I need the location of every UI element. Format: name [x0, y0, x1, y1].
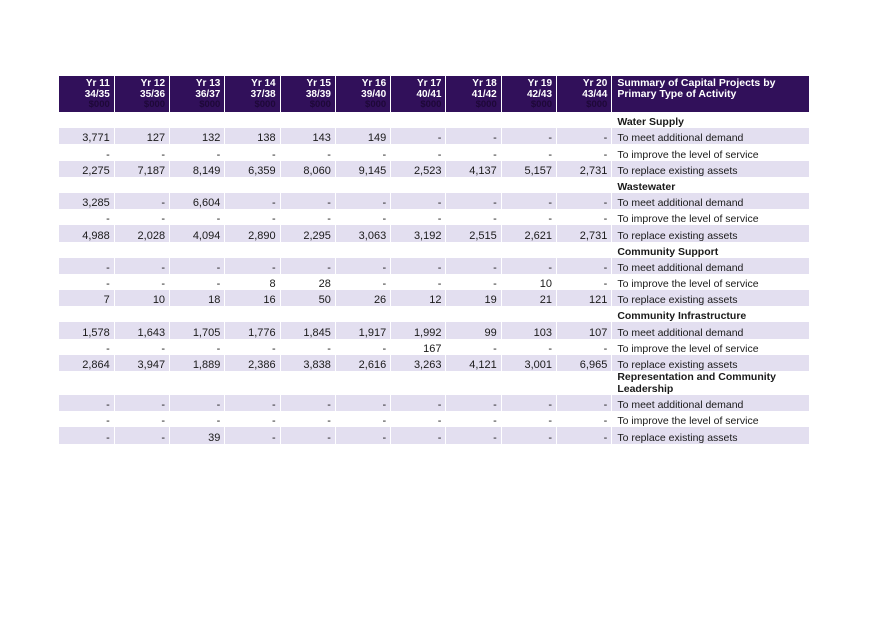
value-cell: -	[501, 411, 556, 427]
value-cell: -	[170, 144, 225, 160]
value-cell	[446, 306, 501, 322]
value-cell	[501, 371, 556, 395]
value-cell: 9,145	[335, 161, 390, 177]
table-row	[59, 355, 809, 371]
value-cell: -	[170, 339, 225, 355]
value-cell: 1,992	[391, 322, 446, 338]
header-unit: $000	[309, 99, 331, 110]
value-cell	[225, 306, 280, 322]
value-cell: -	[335, 411, 390, 427]
value-cell: -	[225, 258, 280, 274]
header-year: Yr 15	[306, 78, 331, 89]
project-type-label: To improve the level of service	[617, 213, 759, 226]
value-cell	[59, 306, 114, 322]
value-cell	[501, 112, 556, 128]
value-cell: -	[391, 411, 446, 427]
table-row	[59, 209, 809, 225]
project-type-label: To replace existing assets	[612, 355, 809, 371]
value-cell	[391, 242, 446, 258]
project-type-label: To replace existing assets	[612, 290, 809, 306]
year-column-header	[391, 76, 446, 112]
value-cell: -	[501, 193, 556, 209]
value-cell: -	[335, 339, 390, 355]
value-cell	[225, 112, 280, 128]
value-cell: 1,705	[170, 322, 225, 338]
value-cell	[557, 306, 612, 322]
header-year: Yr 17	[417, 78, 442, 89]
value-cell: -	[446, 411, 501, 427]
year-column-header	[446, 76, 501, 112]
value-cell: 2,523	[391, 161, 446, 177]
activity-section-label: Community Support	[617, 245, 719, 258]
value-cell: 2,028	[114, 225, 169, 241]
value-cell	[59, 112, 114, 128]
value-cell: 7	[59, 290, 114, 306]
year-column-header	[335, 76, 390, 112]
value-cell	[446, 242, 501, 258]
value-cell: 18	[170, 290, 225, 306]
value-cell: -	[557, 144, 612, 160]
header-year: Yr 12	[140, 78, 166, 89]
value-cell: 2,731	[557, 225, 612, 241]
value-cell: 3,838	[280, 355, 335, 371]
value-cell: 2,731	[557, 161, 612, 177]
value-cell: -	[446, 193, 501, 209]
year-column-header	[280, 76, 335, 112]
project-type-label: To meet additional demand	[612, 395, 809, 411]
value-cell: -	[391, 427, 446, 443]
value-cell: -	[335, 258, 390, 274]
value-cell: 3,285	[59, 193, 114, 209]
value-cell: -	[225, 411, 280, 427]
value-cell	[225, 242, 280, 258]
header-unit: $000	[530, 99, 553, 110]
project-type-label: To improve the level of service	[617, 278, 759, 291]
value-cell: 3,001	[501, 355, 556, 371]
value-cell	[225, 371, 280, 395]
header-unit: $000	[254, 99, 276, 110]
value-cell: -	[446, 427, 501, 443]
header-period: 40/41	[416, 89, 442, 100]
value-cell: -	[501, 128, 556, 144]
table-body	[59, 112, 809, 444]
value-cell: -	[280, 427, 335, 443]
value-cell: -	[225, 427, 280, 443]
value-cell: 2,515	[446, 225, 501, 241]
value-cell: -	[114, 144, 169, 160]
project-type-label: To replace existing assets	[612, 161, 809, 177]
value-cell: -	[391, 128, 446, 144]
value-cell	[446, 371, 501, 395]
value-cell: 1,776	[225, 322, 280, 338]
value-cell	[391, 306, 446, 322]
value-cell: 10	[501, 274, 556, 290]
value-cell: 4,988	[59, 225, 114, 241]
value-cell: -	[446, 144, 501, 160]
value-cell: 138	[225, 128, 280, 144]
table-row	[59, 193, 809, 209]
value-cell: 2,295	[280, 225, 335, 241]
value-cell: -	[446, 128, 501, 144]
value-cell: -	[114, 339, 169, 355]
value-cell	[335, 112, 390, 128]
value-cell: 1,917	[335, 322, 390, 338]
value-cell	[335, 242, 390, 258]
year-column-header	[114, 76, 169, 112]
value-cell: -	[280, 339, 335, 355]
value-cell: 2,275	[59, 161, 114, 177]
value-cell	[114, 306, 169, 322]
value-cell: -	[335, 274, 390, 290]
value-cell: 6,359	[225, 161, 280, 177]
section-header-row	[59, 112, 809, 128]
project-type-label: To meet additional demand	[612, 193, 809, 209]
header-period: 42/43	[527, 89, 553, 100]
value-cell: -	[501, 395, 556, 411]
value-cell	[170, 371, 225, 395]
activity-section-label: Community Infrastructure	[617, 310, 747, 323]
value-cell: -	[557, 427, 612, 443]
value-cell	[557, 177, 612, 193]
header-unit: $000	[420, 99, 442, 110]
header-year: Yr 18	[472, 78, 497, 89]
header-period: 37/38	[250, 89, 276, 100]
value-cell: 26	[335, 290, 390, 306]
table-row	[59, 427, 809, 443]
value-cell: -	[170, 274, 225, 290]
value-cell: 1,643	[114, 322, 169, 338]
value-cell: -	[114, 427, 169, 443]
value-cell: 107	[557, 322, 612, 338]
table-row	[59, 161, 809, 177]
value-cell: 143	[280, 128, 335, 144]
value-cell	[280, 177, 335, 193]
value-cell: 28	[280, 274, 335, 290]
year-column-header	[501, 76, 556, 112]
year-column-header	[225, 76, 280, 112]
header-unit: $000	[365, 99, 387, 110]
value-cell: -	[391, 209, 446, 225]
value-cell: -	[557, 209, 612, 225]
value-cell: -	[557, 193, 612, 209]
value-cell: -	[170, 258, 225, 274]
project-type-label: To meet additional demand	[612, 258, 809, 274]
value-cell: -	[280, 193, 335, 209]
table-row	[59, 225, 809, 241]
value-cell: -	[501, 339, 556, 355]
header-period: 35/36	[140, 89, 166, 100]
section-header-row	[59, 242, 809, 258]
header-unit: $000	[475, 99, 497, 110]
project-type-label: To improve the level of service	[617, 415, 759, 428]
project-type-label: To improve the level of service	[617, 148, 759, 161]
table-row	[59, 290, 809, 306]
value-cell: -	[335, 193, 390, 209]
value-cell: 3,947	[114, 355, 169, 371]
value-cell: 4,137	[446, 161, 501, 177]
value-cell: -	[335, 395, 390, 411]
value-cell	[446, 112, 501, 128]
value-cell: -	[59, 411, 114, 427]
value-cell	[280, 306, 335, 322]
value-cell: -	[391, 193, 446, 209]
value-cell: -	[59, 144, 114, 160]
header-period: 34/35	[84, 89, 110, 100]
value-cell: 2,616	[335, 355, 390, 371]
value-cell: -	[335, 144, 390, 160]
value-cell: 99	[446, 322, 501, 338]
section-header-row	[59, 371, 809, 395]
header-period: 39/40	[361, 89, 387, 100]
table-row	[59, 258, 809, 274]
value-cell: 2,890	[225, 225, 280, 241]
header-year: Yr 20	[582, 78, 608, 89]
header-period: 36/37	[195, 89, 221, 100]
value-cell: -	[114, 209, 169, 225]
value-cell: -	[280, 258, 335, 274]
summary-column-header: Summary of Capital Projects by Primary Type of Activity	[612, 76, 809, 112]
value-cell: -	[59, 258, 114, 274]
value-cell	[280, 371, 335, 395]
value-cell: 16	[225, 290, 280, 306]
capital-projects-table	[59, 76, 809, 444]
value-cell: 1,845	[280, 322, 335, 338]
value-cell	[170, 177, 225, 193]
value-cell: -	[225, 209, 280, 225]
value-cell: 2,621	[501, 225, 556, 241]
header-year: Yr 19	[527, 78, 553, 89]
value-cell: -	[557, 274, 612, 290]
table-row	[59, 144, 809, 160]
value-cell	[391, 177, 446, 193]
value-cell: -	[114, 411, 169, 427]
value-cell	[114, 371, 169, 395]
project-type-label: To replace existing assets	[612, 225, 809, 241]
value-cell: 127	[114, 128, 169, 144]
value-cell	[225, 177, 280, 193]
value-cell: 6,965	[557, 355, 612, 371]
value-cell: -	[391, 395, 446, 411]
value-cell: -	[114, 274, 169, 290]
value-cell: 8,149	[170, 161, 225, 177]
year-column-header	[59, 76, 114, 112]
value-cell: 10	[114, 290, 169, 306]
value-cell: -	[501, 144, 556, 160]
value-cell: 149	[335, 128, 390, 144]
value-cell: -	[391, 258, 446, 274]
value-cell: -	[280, 144, 335, 160]
value-cell: -	[391, 274, 446, 290]
value-cell: -	[446, 258, 501, 274]
value-cell: -	[280, 411, 335, 427]
header-unit: $000	[88, 99, 110, 110]
value-cell: -	[225, 193, 280, 209]
section-header-row	[59, 177, 809, 193]
value-cell: -	[557, 258, 612, 274]
value-cell	[280, 242, 335, 258]
value-cell	[59, 177, 114, 193]
value-cell: 6,604	[170, 193, 225, 209]
value-cell: -	[446, 209, 501, 225]
activity-section-label: Representation and Community Leadership	[617, 371, 776, 395]
value-cell: -	[335, 209, 390, 225]
table-row	[59, 395, 809, 411]
value-cell: -	[114, 258, 169, 274]
value-cell	[446, 177, 501, 193]
project-type-label: To improve the level of service	[617, 342, 759, 355]
value-cell: -	[225, 395, 280, 411]
header-period: 43/44	[582, 89, 608, 100]
value-cell: 3,192	[391, 225, 446, 241]
value-cell	[114, 242, 169, 258]
value-cell: 1,889	[170, 355, 225, 371]
project-type-label: To replace existing assets	[612, 427, 809, 443]
project-type-label: To meet additional demand	[612, 322, 809, 338]
value-cell: -	[59, 339, 114, 355]
year-column-header	[557, 76, 612, 112]
value-cell: -	[170, 411, 225, 427]
value-cell	[501, 306, 556, 322]
value-cell: 3,771	[59, 128, 114, 144]
value-cell	[557, 371, 612, 395]
value-cell: -	[557, 339, 612, 355]
table-row	[59, 339, 809, 355]
value-cell: 2,864	[59, 355, 114, 371]
value-cell: -	[335, 427, 390, 443]
value-cell	[114, 112, 169, 128]
header-year: Yr 11	[85, 78, 110, 89]
value-cell: 12	[391, 290, 446, 306]
section-header-row	[59, 306, 809, 322]
value-cell: -	[59, 209, 114, 225]
activity-section-label: Water Supply	[617, 116, 685, 129]
value-cell	[557, 112, 612, 128]
value-cell	[170, 242, 225, 258]
value-cell: 167	[391, 339, 446, 355]
value-cell: 4,121	[446, 355, 501, 371]
value-cell	[501, 242, 556, 258]
value-cell: -	[501, 258, 556, 274]
value-cell: 7,187	[114, 161, 169, 177]
value-cell: -	[114, 193, 169, 209]
value-cell: 4,094	[170, 225, 225, 241]
value-cell: 2,386	[225, 355, 280, 371]
table-row	[59, 322, 809, 338]
value-cell	[114, 177, 169, 193]
value-cell: -	[446, 339, 501, 355]
value-cell: 3,063	[335, 225, 390, 241]
value-cell: 103	[501, 322, 556, 338]
value-cell: 5,157	[501, 161, 556, 177]
value-cell: -	[391, 144, 446, 160]
value-cell: -	[280, 209, 335, 225]
value-cell: 8,060	[280, 161, 335, 177]
activity-section-label: Wastewater	[617, 180, 676, 193]
header-year: Yr 14	[251, 78, 276, 89]
value-cell: -	[557, 411, 612, 427]
value-cell: 132	[170, 128, 225, 144]
value-cell	[391, 112, 446, 128]
value-cell: 21	[501, 290, 556, 306]
value-cell: 8	[225, 274, 280, 290]
value-cell	[335, 306, 390, 322]
value-cell	[59, 242, 114, 258]
header-period: 38/39	[305, 89, 331, 100]
table-row	[59, 411, 809, 427]
value-cell	[170, 112, 225, 128]
value-cell: 121	[557, 290, 612, 306]
table-row	[59, 274, 809, 290]
value-cell	[59, 371, 114, 395]
value-cell	[501, 177, 556, 193]
value-cell	[335, 177, 390, 193]
value-cell: 1,578	[59, 322, 114, 338]
value-cell	[391, 371, 446, 395]
value-cell: -	[501, 427, 556, 443]
value-cell: -	[225, 339, 280, 355]
value-cell: -	[59, 274, 114, 290]
value-cell: -	[280, 395, 335, 411]
value-cell: -	[557, 395, 612, 411]
header-unit: $000	[199, 99, 221, 110]
header-row	[59, 76, 809, 112]
value-cell: -	[225, 144, 280, 160]
value-cell: 19	[446, 290, 501, 306]
value-cell: -	[501, 209, 556, 225]
value-cell: 39	[170, 427, 225, 443]
value-cell: -	[170, 395, 225, 411]
value-cell	[280, 112, 335, 128]
value-cell: -	[114, 395, 169, 411]
value-cell	[557, 242, 612, 258]
value-cell: -	[557, 128, 612, 144]
value-cell: 50	[280, 290, 335, 306]
value-cell	[170, 306, 225, 322]
header-unit: $000	[586, 99, 608, 110]
year-column-header	[170, 76, 225, 112]
value-cell: -	[446, 395, 501, 411]
value-cell: 3,263	[391, 355, 446, 371]
value-cell: -	[446, 274, 501, 290]
header-year: Yr 13	[195, 78, 221, 89]
value-cell: -	[59, 395, 114, 411]
header-period: 41/42	[471, 89, 497, 100]
header-year: Yr 16	[361, 78, 387, 89]
value-cell: -	[170, 209, 225, 225]
value-cell	[335, 371, 390, 395]
project-type-label: To meet additional demand	[612, 128, 809, 144]
table-header	[59, 76, 809, 112]
value-cell: -	[59, 427, 114, 443]
table-row	[59, 128, 809, 144]
header-unit: $000	[143, 99, 166, 110]
